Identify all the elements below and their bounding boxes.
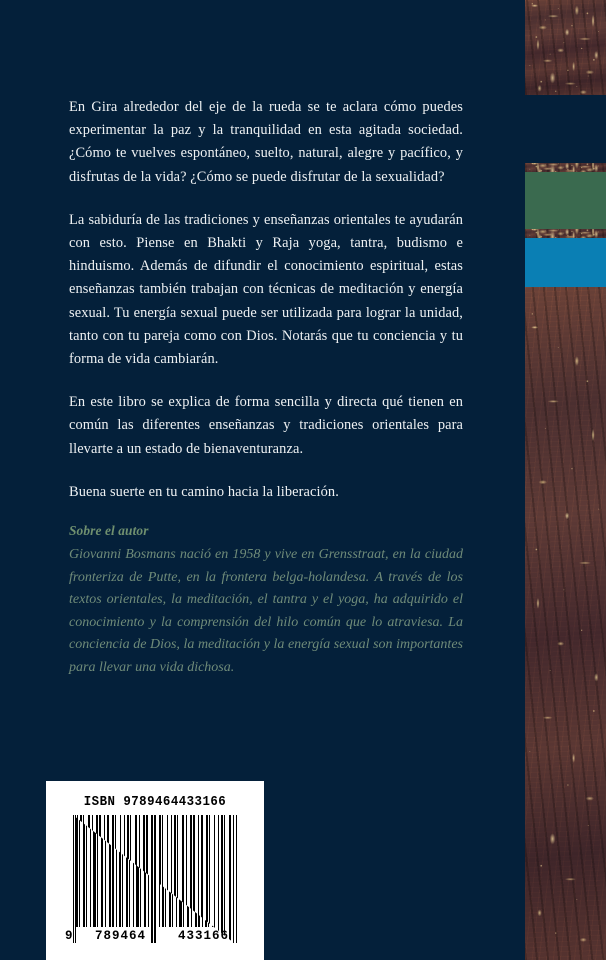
strip-segment-texture-band-b	[525, 229, 606, 238]
barcode-digit-group-1: 789464	[94, 929, 146, 943]
blurb-paragraph-3: En este libro se explica de forma sencilla y directa qué tienen en común las diferentes enseñanzas y tradiciones orientales para llevarte a un estado de bienaventuranza.	[69, 394, 463, 457]
blurb-paragraph-2: La sabiduría de las tradiciones y enseñanzas orientales te ayudarán con esto. Piense en Bhakti y Raja yoga, tantra, budismo e hinduismo. Además de difundir el conocimiento espiritual, estas enseñanzas también trabajan con técnicas de meditación y energía sexual. Tu energía sexual puede ser utilizada para lograr la unidad, tanto con tu pareja como con Dios. Notarás que tu conciencia y tu forma de vida cambiarán.	[69, 211, 463, 368]
strip-segment-texture-band-a	[525, 163, 606, 172]
strip-segment-navy-gap	[525, 95, 606, 163]
decorative-spine-strip	[525, 0, 606, 960]
strip-segment-texture-bottom	[525, 287, 606, 960]
barcode-digits	[65, 927, 245, 945]
strip-segment-green-band	[525, 172, 606, 229]
about-the-author-bio: Giovanni Bosmans nació en 1958 y vive en Grensstraat, en la ciudad fronteriza de Putte, en la frontera belga-holandesa. A través de los textos orientales, la meditación, el tantra y el yoga, ha adquirido el conocimiento y la comprensión del hilo común que lo atraviesa. La conciencia de Dios, la meditación y la energía sexual son importantes para llevar una vida dichosa.	[69, 547, 463, 675]
isbn-barcode	[46, 781, 264, 960]
about-the-author-section	[69, 521, 463, 680]
strip-segment-blue-band	[525, 238, 606, 287]
barcode-digit-group-2: 433166	[177, 929, 229, 943]
barcode-digit-lead: 9	[65, 929, 74, 943]
blurb-paragraph-1: En Gira alrededor del eje de la rueda se te aclara cómo puedes experimentar la paz y la tranquilidad en esta agitada sociedad. ¿Cómo te vuelves espontáneo, suelto, natural, alegre y pacífico, y disfrutas de la vida? ¿Cómo se puede disfrutar de la sexualidad?	[69, 99, 463, 185]
isbn-number-label: ISBN 9789464433166	[83, 795, 227, 810]
barcode-guard-left	[73, 815, 74, 943]
barcode-guard-center	[152, 815, 153, 943]
barcode-guard-left-2	[75, 815, 76, 943]
barcode-guard-right-2	[236, 815, 237, 943]
barcode-guard-center-2	[155, 815, 156, 943]
strip-segment-texture-top	[525, 0, 606, 95]
back-cover-text-block	[69, 96, 463, 504]
barcode-bars	[65, 815, 237, 943]
barcode-guard-right	[233, 815, 234, 943]
blurb-paragraph-4: Buena suerte en tu camino hacia la liberación.	[69, 483, 339, 500]
about-the-author-heading: Sobre el autor	[69, 523, 149, 538]
